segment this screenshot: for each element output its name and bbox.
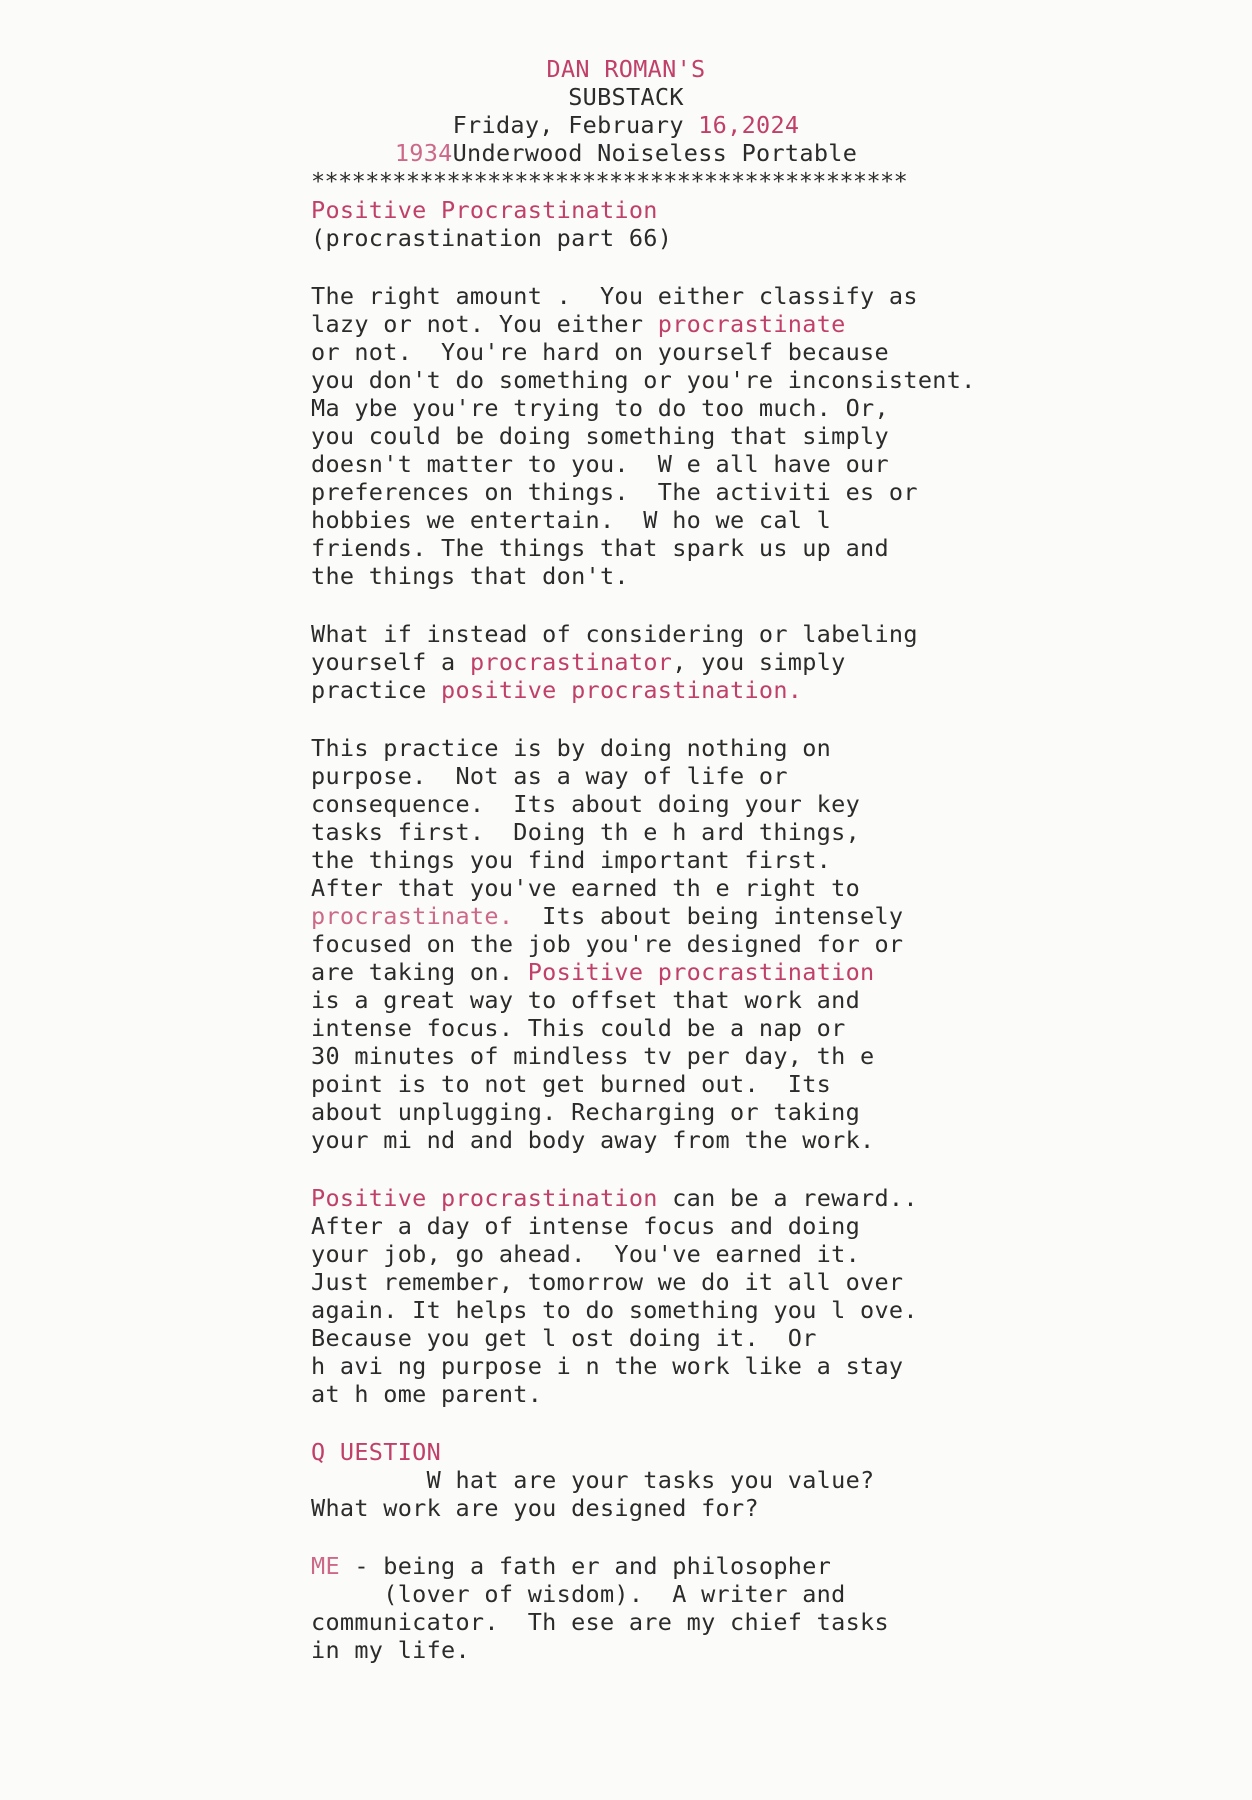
p3-line: about unplugging. Recharging or taking xyxy=(311,1098,861,1126)
text: practice xyxy=(311,676,442,704)
p4-line: at h ome parent. xyxy=(311,1380,543,1408)
p4-line: Just remember, tomorrow we do it all over xyxy=(311,1268,904,1296)
me-line: (lover of wisdom). A writer and xyxy=(311,1580,846,1608)
author-line: DAN ROMAN'S xyxy=(546,55,706,83)
p3-line: focused on the job you're designed for or xyxy=(311,930,904,958)
p1-line: or not. You're hard on yourself because xyxy=(311,338,889,366)
p3-line: intense focus. This could be a nap or xyxy=(311,1014,846,1042)
p3-line: 30 minutes of mindless tv per day, th e xyxy=(311,1042,875,1070)
typewriter-year: 1934 xyxy=(394,139,453,167)
p1-line xyxy=(311,310,846,338)
p3-line: is a great way to offset that work and xyxy=(311,986,861,1014)
post-title: Positive Procrastination xyxy=(311,196,658,224)
me-line xyxy=(311,1552,831,1580)
typewriter-line xyxy=(0,139,1252,167)
p4-line: h avi ng purpose i n the work like a stay xyxy=(311,1352,904,1380)
p3-line: the things you find important first. xyxy=(311,846,832,874)
p4-line: again. It helps to do something you l ove. xyxy=(311,1296,918,1324)
question-line: W hat are your tasks you value? xyxy=(311,1466,875,1494)
highlight-term: procrastinator xyxy=(469,648,673,676)
p1-line: you don't do something or you're inconsistent. xyxy=(311,366,976,394)
date-prefix: Friday, February xyxy=(452,111,699,139)
text: can be a reward.. xyxy=(657,1184,918,1212)
text: lazy or not. You either xyxy=(311,310,658,338)
highlight-term: Positive procrastination xyxy=(311,1184,658,1212)
date-line xyxy=(0,111,1252,139)
p3-line: consequence. Its about doing your key xyxy=(311,790,861,818)
post-subtitle: (procrastination part 66) xyxy=(311,224,673,252)
text: , you simply xyxy=(672,648,846,676)
p2-line xyxy=(311,676,802,704)
p3-line xyxy=(311,902,903,930)
p3-line xyxy=(311,958,875,986)
highlight-term: Positive procrastination xyxy=(527,958,875,986)
p3-line: your mi nd and body away from the work. xyxy=(311,1126,875,1154)
me-label: ME xyxy=(311,1552,340,1580)
p1-line: the things that don't. xyxy=(311,562,629,590)
p3-line: This practice is by doing nothing on xyxy=(311,734,832,762)
date-value: 16,2024 xyxy=(698,111,800,139)
p3-line: point is to not get burned out. Its xyxy=(311,1070,832,1098)
p1-line: preferences on things. The activiti es or xyxy=(311,478,918,506)
question-label: Q UESTION xyxy=(311,1438,442,1466)
p2-line: What if instead of considering or labeling xyxy=(311,620,918,648)
p3-line: tasks first. Doing th e h ard things, xyxy=(311,818,861,846)
text: yourself a xyxy=(311,648,470,676)
p1-line: Ma ybe you're trying to do too much. Or, xyxy=(311,394,889,422)
p1-line: doesn't matter to you. W e all have our xyxy=(311,450,889,478)
p3-line: purpose. Not as a way of life or xyxy=(311,762,788,790)
p4-line: After a day of intense focus and doing xyxy=(311,1212,861,1240)
highlight-term: procrastinate. xyxy=(311,902,514,930)
text: are taking on. xyxy=(311,958,528,986)
p1-line: The right amount . You either classify as xyxy=(311,282,918,310)
p4-line xyxy=(311,1184,918,1212)
me-line: communicator. Th ese are my chief tasks xyxy=(311,1608,889,1636)
me-line: in my life. xyxy=(311,1636,470,1664)
typewriter-model: Underwood Noiseless Portable xyxy=(452,139,858,167)
text: - being a fath er and philosopher xyxy=(339,1552,832,1580)
highlight-term: positive procrastination. xyxy=(441,676,803,704)
question-line: What work are you designed for? xyxy=(311,1494,759,1522)
p2-line xyxy=(311,648,846,676)
separator: ******************************************** xyxy=(311,167,908,195)
p1-line: you could be doing something that simply xyxy=(311,422,889,450)
p1-line: friends. The things that spark us up and xyxy=(311,534,889,562)
p3-line: After that you've earned th e right to xyxy=(311,874,861,902)
p4-line: Because you get l ost doing it. Or xyxy=(311,1324,817,1352)
p1-line: hobbies we entertain. W ho we cal l xyxy=(311,506,832,534)
publication-line: SUBSTACK xyxy=(568,83,684,111)
highlight-term: procrastinate xyxy=(657,310,846,338)
text: Its about being intensely xyxy=(513,902,904,930)
p4-line: your job, go ahead. You've earned it. xyxy=(311,1240,861,1268)
